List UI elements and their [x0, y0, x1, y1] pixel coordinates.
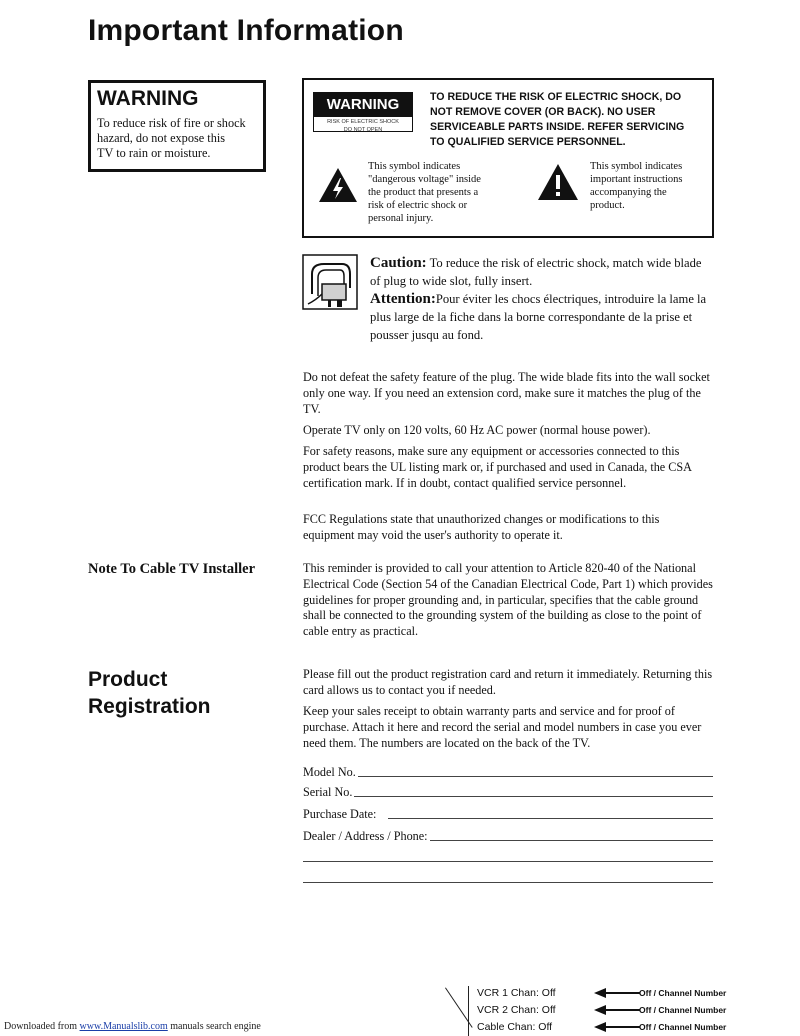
warning-label [313, 92, 413, 132]
shock-warning-line: TO QUALIFIED SERVICE PERSONNEL. [430, 136, 626, 148]
attention-paragraph [370, 290, 714, 344]
page-title: Important Information [88, 14, 404, 47]
vcr2-channel-label: VCR 2 Chan: Off [477, 1004, 556, 1016]
caution-block [370, 254, 714, 344]
cable-note-paragraph: This reminder is provided to call your attention to Article 820-40 of the National Electrical Code (Section 54 of the Canadian Electrical Code, Part 1) which provides guidelines for proper grounding and, in particular, specifies that the cable ground shall be connected to the grounding system of the building as close to the point of cable entry as practical. [303, 561, 713, 639]
symbol-line: This symbol indicates [368, 161, 461, 172]
caution-label: Caution: [370, 255, 427, 271]
warning-label-small: RISK OF ELECTRIC SHOCK [327, 119, 399, 125]
left-arrow-icon [594, 987, 640, 999]
dealer-field[interactable] [303, 828, 713, 846]
registration-heading-line: Product [88, 668, 168, 691]
warning-label-heading: WARNING [314, 93, 412, 117]
symbol-line: product. [590, 200, 625, 211]
plug-icon [302, 254, 358, 310]
footer-suffix: manuals search engine [167, 1021, 261, 1032]
cable-note-heading: Note To Cable TV Installer [88, 561, 256, 577]
lightning-triangle-icon [317, 166, 359, 204]
plug-paragraph: Do not defeat the safety feature of the plug. The wide blade fits into the wall socket only one way. If you need an extension cord, make sure it matches the plug of the TV. [303, 370, 710, 416]
blank-line[interactable] [303, 882, 713, 883]
field-line[interactable] [388, 806, 713, 819]
vcr2-channel-note: Off / Channel Number [639, 1005, 727, 1015]
warning-line: hazard, do not expose this [97, 131, 226, 145]
warning-heading: WARNING [97, 87, 199, 110]
fcc-paragraph: FCC Regulations state that unauthorized changes or modifications to this equipment may void the user's authority to operate it. [303, 512, 660, 542]
shock-warning-line: SERVICEABLE PARTS INSIDE. REFER SERVICING [430, 121, 685, 133]
field-line[interactable] [358, 764, 713, 777]
field-line[interactable] [354, 784, 713, 797]
blank-line[interactable] [303, 861, 713, 862]
vcr1-channel-label: VCR 1 Chan: Off [477, 987, 556, 999]
vcr1-channel-note: Off / Channel Number [639, 988, 727, 998]
symbol-line: the product that presents a [368, 187, 479, 198]
shock-warning-text [430, 90, 710, 150]
receipt-paragraph: Keep your sales receipt to obtain warranty parts and service and for proof of purchase. Attach it here and record the serial and model numbers in case you ever need them. The numbers are located on the back of the TV. [303, 704, 702, 750]
caution-paragraph [370, 254, 714, 290]
cable-channel-label: Cable Chan: Off [477, 1021, 553, 1033]
shock-warning-line: TO REDUCE THE RISK OF ELECTRIC SHOCK, DO [430, 91, 682, 103]
power-paragraph: Operate TV only on 120 volts, 60 Hz AC power (normal house power). [303, 423, 651, 437]
registration-heading [88, 666, 211, 720]
exclamation-triangle-icon [536, 162, 580, 202]
warning-line: To reduce risk of fire or shock [97, 116, 246, 130]
warning-label-small: DO NOT OPEN [343, 127, 383, 133]
attention-text: Pour éviter les chocs électriques, introduire la lame la plus large de la fiche dans la borne correspondante de la prise et pousser jusqu au fond. [370, 292, 707, 342]
left-arrow-icon [594, 1021, 640, 1033]
registration-heading-line: Registration [88, 695, 211, 718]
symbol-voltage-text [368, 160, 484, 225]
footer-prefix: Downloaded from [4, 1021, 80, 1032]
caution-text: To reduce the risk of electric shock, match wide blade of plug to wide slot, fully insert. [370, 256, 702, 288]
attention-label: Attention: [370, 291, 436, 307]
diagram-line [468, 986, 469, 1036]
symbol-line: personal injury. [368, 213, 434, 224]
warning-text [97, 116, 257, 161]
registration-paragraph: Please fill out the product registration card and return it immediately. Returning this card allows us to contact you if needed. [303, 667, 713, 697]
cable-channel-note: Off / Channel Number [639, 1022, 727, 1032]
manualslib-link[interactable]: www.Manualslib.com [79, 1021, 168, 1032]
serial-number-field[interactable] [303, 784, 713, 802]
symbol-instructions-text [590, 160, 710, 212]
field-label: Dealer / Address / Phone: [303, 829, 428, 843]
shock-warning-line: NOT REMOVE COVER (OR BACK). NO USER [430, 106, 656, 118]
warning-line: TV to rain or moisture. [97, 146, 211, 160]
safety-paragraph: For safety reasons, make sure any equipment or accessories connected to this product bears the UL listing mark or, if purchased and used in Canada, the CSA certification mark. If in doubt, contact qualified service personnel. [303, 444, 692, 490]
symbol-line: accompanying the [590, 187, 667, 198]
warning-box-shock [302, 78, 714, 238]
purchase-date-field[interactable] [303, 806, 713, 824]
field-line[interactable] [430, 828, 713, 841]
field-label: Serial No. [303, 785, 353, 799]
download-footer [4, 1021, 261, 1032]
symbol-line: "dangerous voltage" inside [368, 174, 481, 185]
symbol-line: risk of electric shock or [368, 200, 468, 211]
symbol-line: important instructions [590, 174, 683, 185]
left-arrow-icon [594, 1004, 640, 1016]
field-label: Purchase Date: [303, 807, 377, 821]
symbol-line: This symbol indicates [590, 161, 683, 172]
field-label: Model No. [303, 765, 356, 779]
warning-box-left [88, 80, 266, 172]
model-number-field[interactable] [303, 764, 713, 782]
